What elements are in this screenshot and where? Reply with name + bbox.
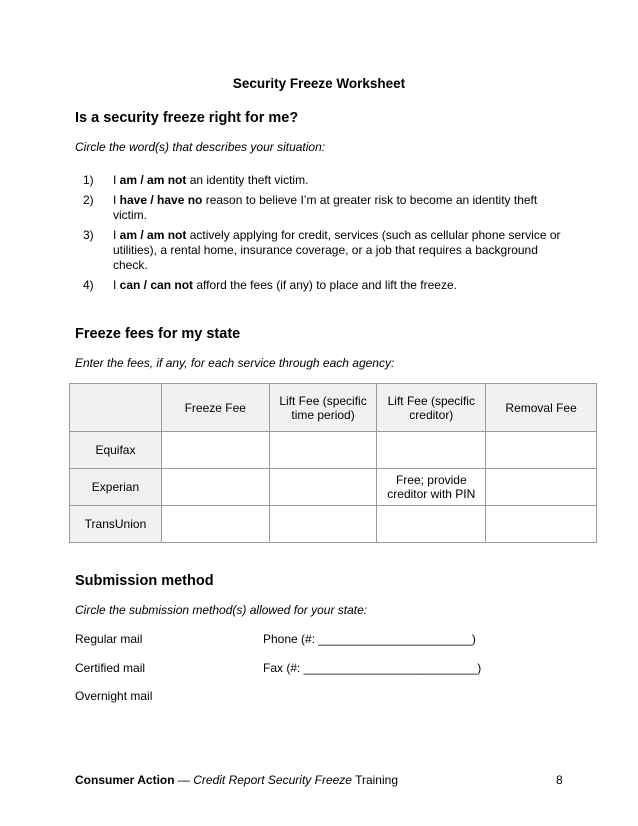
section-instruction-submission: Circle the submission method(s) allowed for your state: <box>75 603 368 617</box>
situation-item: 1) I am / am not an identity theft victim. <box>83 173 309 187</box>
table-header-cell: Removal Fee <box>486 384 597 432</box>
fee-input-cell[interactable] <box>269 432 377 469</box>
fee-input-cell[interactable] <box>486 506 597 543</box>
fee-input-cell[interactable] <box>269 506 377 543</box>
section-heading-submission: Submission method <box>75 573 214 589</box>
section-heading-freeze-fees: Freeze fees for my state <box>75 326 241 342</box>
table-header-cell: Lift Fee (specific creditor) <box>377 384 486 432</box>
section-instruction-circle-words: Circle the word(s) that describes your situation: <box>75 140 326 154</box>
agency-name-cell: Equifax <box>70 432 162 469</box>
fee-input-cell[interactable] <box>161 432 269 469</box>
submission-option-overnight-mail: Overnight mail <box>75 689 153 703</box>
table-header-cell <box>70 384 162 432</box>
footer-course: Credit Report Security Freeze <box>193 773 352 787</box>
fee-input-cell[interactable] <box>269 469 377 506</box>
submission-option-certified-mail: Certified mail <box>75 661 146 675</box>
table-row <box>70 506 597 543</box>
document-title: Security Freeze Worksheet <box>232 76 406 91</box>
table-row <box>70 432 597 469</box>
situation-list <box>75 173 565 298</box>
table-row <box>70 469 597 506</box>
situation-item: 4) I can / can not afford the fees (if any) to place and lift the freeze. <box>83 278 457 292</box>
agency-name-cell: TransUnion <box>70 506 162 543</box>
fee-input-cell[interactable] <box>486 432 597 469</box>
submission-option-fax: Fax (#: __________________________) <box>263 661 482 675</box>
page-footer: Consumer Action — Credit Report Security Freeze Training <box>75 773 398 787</box>
section-heading-freeze-right: Is a security freeze right for me? <box>75 110 299 126</box>
submission-option-regular-mail: Regular mail <box>75 632 143 646</box>
fee-input-cell[interactable] <box>486 469 597 506</box>
choice-option: can / can not <box>119 278 194 292</box>
table-header-row <box>70 384 597 432</box>
fee-input-cell[interactable] <box>161 469 269 506</box>
fee-note-cell: Free; provide creditor with PIN <box>377 469 486 506</box>
situation-item: 3) I am / am not actively applying for credit, services (such as cellular phone service or utilities), a rental home, insurance coverage, or a job that requires a background check. <box>83 228 561 272</box>
table-header-cell: Lift Fee (specific time period) <box>269 384 377 432</box>
page-number: 8 <box>556 773 563 787</box>
choice-option: have / have no <box>119 193 203 207</box>
fee-input-cell[interactable] <box>377 506 486 543</box>
fee-input-cell[interactable] <box>377 432 486 469</box>
choice-option: am / am not <box>119 173 187 187</box>
choice-option: am / am not <box>119 228 187 242</box>
table-header-cell: Freeze Fee <box>161 384 269 432</box>
situation-item: 2) I have / have no reason to believe I’m at greater risk to become an identity theft victim. <box>83 193 538 222</box>
fees-table <box>69 383 597 543</box>
footer-org: Consumer Action <box>75 773 175 787</box>
fee-input-cell[interactable] <box>161 506 269 543</box>
section-instruction-enter-fees: Enter the fees, if any, for each service through each agency: <box>75 356 395 370</box>
agency-name-cell: Experian <box>70 469 162 506</box>
submission-option-phone: Phone (#: _______________________) <box>263 632 476 646</box>
